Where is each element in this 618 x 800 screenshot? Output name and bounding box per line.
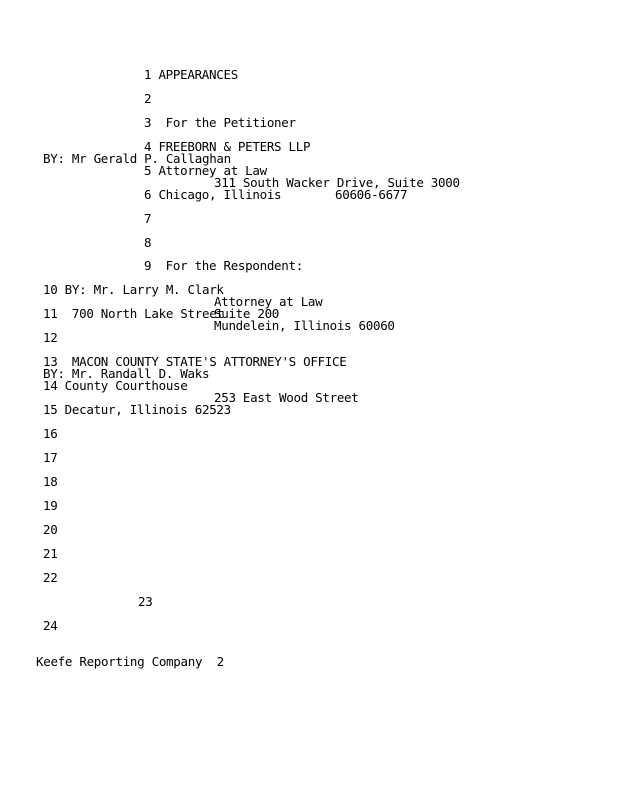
line-number-22: 22 — [43, 570, 58, 585]
line-number-7: 7 — [144, 211, 152, 226]
line-number-12: 12 — [43, 330, 58, 345]
line-14-courthouse: 14 County Courthouse — [43, 378, 188, 393]
line-number-16: 16 — [43, 426, 58, 441]
petitioner-attorney: BY: Mr Gerald P. Callaghan — [43, 151, 231, 166]
line-number-23: 23 — [138, 594, 153, 609]
line-9-respondent-heading: 9 For the Respondent: — [144, 258, 303, 273]
line-number-21: 21 — [43, 546, 58, 561]
respondent-attorney-title: Attorney at Law — [214, 294, 323, 309]
line-number-2: 2 — [144, 91, 152, 106]
petitioner-zip: 60606-6677 — [335, 187, 408, 202]
line-number-24: 24 — [43, 618, 58, 633]
page-footer: Keefe Reporting Company 2 — [36, 654, 224, 669]
petitioner-street-address: 311 South Wacker Drive, Suite 3000 — [214, 175, 460, 190]
line-number-8: 8 — [144, 235, 152, 250]
line-5-attorney-title: 5 Attorney at Law — [144, 163, 267, 178]
line-6-city: 6 Chicago, Illinois — [144, 187, 282, 202]
line-4-firm-name: 4 FREEBORN & PETERS LLP — [144, 139, 311, 154]
line-number-17: 17 — [43, 450, 58, 465]
line-1-appearances: 1 APPEARANCES — [144, 67, 238, 82]
line-11-street: 11 700 North Lake Street — [43, 306, 224, 321]
line-13-office-name: 13 MACON COUNTY STATE'S ATTORNEY'S OFFICE — [43, 354, 347, 369]
office-attorney: BY: Mr. Randall D. Waks — [43, 366, 210, 381]
line-number-20: 20 — [43, 522, 58, 537]
respondent-city: Mundelein, Illinois 60060 — [214, 318, 395, 333]
line-number-19: 19 — [43, 498, 58, 513]
line-15-city: 15 Decatur, Illinois 62523 — [43, 402, 231, 417]
office-street-address: 253 East Wood Street — [214, 390, 359, 405]
respondent-suite: Suite 200 — [214, 306, 280, 321]
line-3-petitioner-heading: 3 For the Petitioner — [144, 115, 296, 130]
line-number-18: 18 — [43, 474, 58, 489]
line-10-respondent-attorney: 10 BY: Mr. Larry M. Clark — [43, 282, 224, 297]
